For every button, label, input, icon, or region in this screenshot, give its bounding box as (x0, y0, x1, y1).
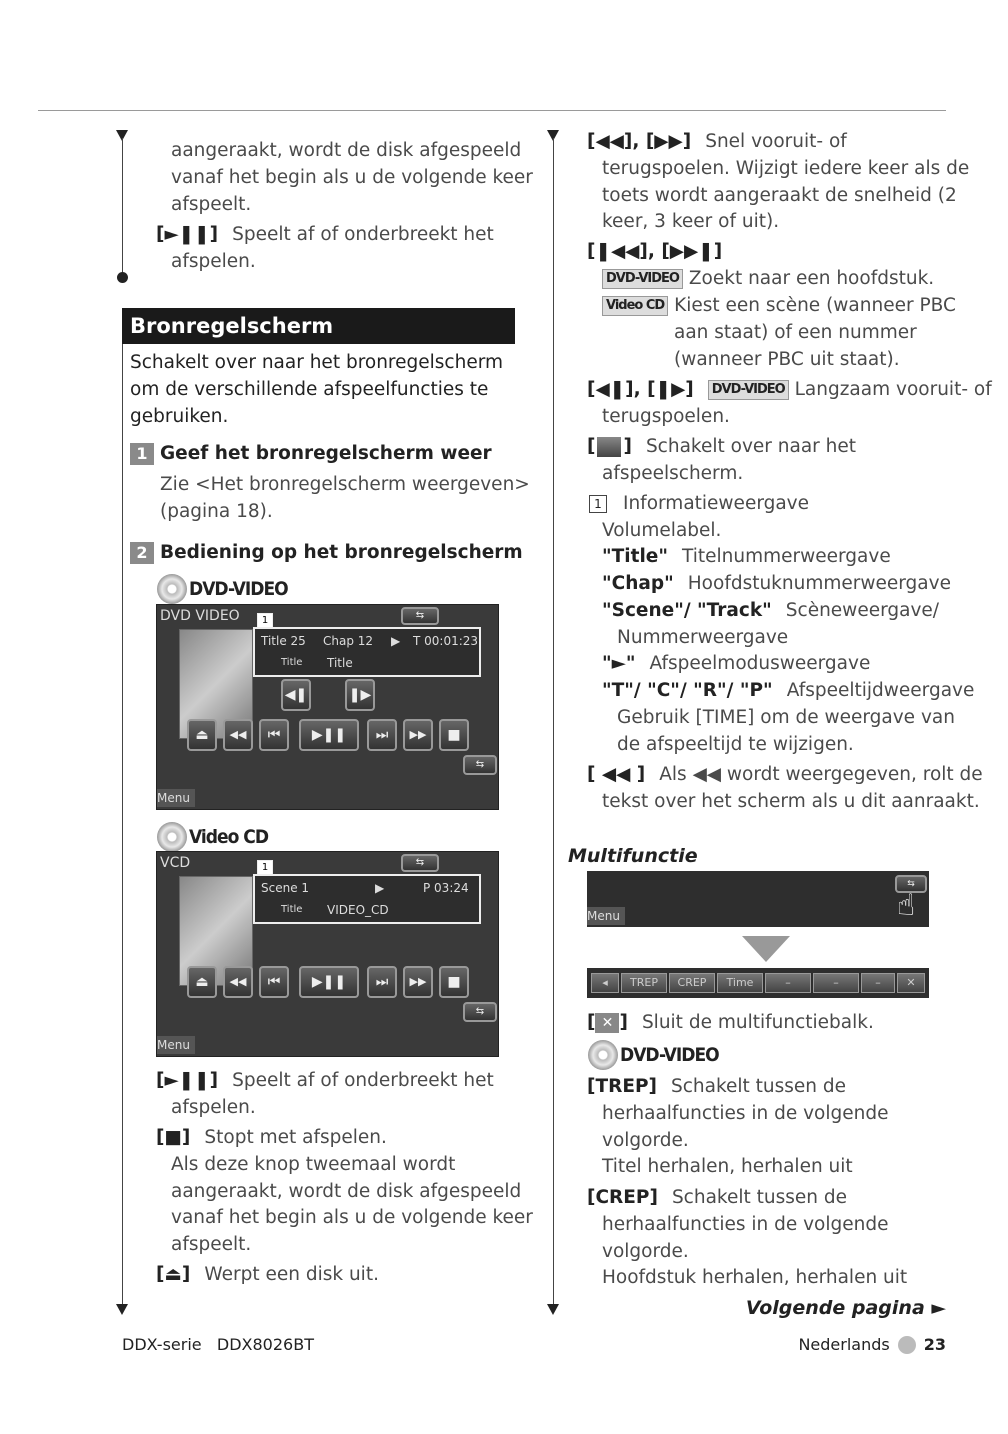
ff-line-1: terugspoelen. Wijzigt iedere keer als de (602, 158, 970, 179)
dvd-stop-button[interactable]: ■ (439, 719, 469, 751)
slow-key: [◀❚], [❚▶] (587, 379, 694, 400)
dvd-video-logo: DVD-VIDEO (157, 574, 288, 604)
cont-line-3: afspeelt. (171, 194, 252, 215)
vcd-info-box (253, 874, 481, 924)
dvd-slow-fwd-button[interactable]: ❚▶ (345, 679, 375, 711)
info-chap-k: "Chap" (602, 573, 674, 594)
dvd-multifunction-button[interactable]: ⇆ (463, 755, 497, 775)
vcd-play-mode: ▶ (375, 881, 385, 895)
dvd-rew-button[interactable]: ◀◀ (223, 719, 253, 751)
skip-vcd-line-2: aan staat) of een nummer (674, 322, 917, 343)
info-time-line-2: de afspeeltijd te wijzigen. (617, 734, 854, 755)
stop-line-3: vanaf het begin als u de volgende keer (171, 1207, 533, 1228)
skip-vcd-line-1: Kiest een scène (wanneer PBC (674, 295, 956, 316)
vcd-next-button[interactable]: ⏭ (367, 966, 397, 998)
vcd-scene: Scene 1 (261, 881, 310, 895)
footer-model: DDX8026BT (216, 1335, 314, 1354)
trep-desc: Schakelt tussen de (670, 1076, 847, 1097)
cont-line-2: vanaf het begin als u de volgende keer (171, 167, 533, 188)
close-desc: Sluit de multifunctiebalk. (641, 1012, 874, 1033)
skip-vcd-tag: Video CD (602, 296, 668, 316)
vcd-scene-toggle-button[interactable]: ⇆ (401, 854, 439, 872)
mf-crep-button[interactable]: CREP (669, 973, 715, 993)
scroll-key: [ ◀◀ ] (587, 764, 646, 785)
dvd-box-num: 1 (257, 613, 273, 629)
disc-icon (157, 574, 187, 604)
footer-series: DDX-serie (122, 1335, 202, 1354)
stop-line-4: afspeelt. (171, 1234, 252, 1255)
mf-trep-button[interactable]: TREP (621, 973, 667, 993)
vcd-prev-button[interactable]: ⏮ (259, 966, 289, 998)
close-x-icon: ✕ (595, 1013, 619, 1033)
scene-key-desc: Schakelt over naar het (645, 436, 857, 457)
mf-blank-button-2[interactable]: – (813, 973, 859, 993)
down-arrow-icon (742, 936, 790, 962)
multi-screen-top (587, 871, 929, 927)
info-scene-v: Scèneweergave/ (785, 600, 940, 621)
info-chap-v: Hoofdstuknummerweergave (687, 573, 951, 594)
vcd-label-key: Title (281, 904, 303, 915)
next-page-link[interactable]: Volgende pagina ► (745, 1297, 946, 1319)
dvd-slow-back-button[interactable]: ◀❚ (281, 679, 311, 711)
mf-time-button[interactable]: Time (717, 973, 763, 993)
play-desc-2: afspelen. (171, 251, 256, 272)
intro-2: om de verschillende afspeelfuncties te (130, 379, 489, 400)
ff-desc: Snel vooruit- of (705, 131, 847, 152)
info-num: 1 (589, 495, 607, 513)
dvd-label-val[interactable]: Title (327, 656, 353, 670)
dvd-menu-button[interactable]: Menu (157, 789, 195, 807)
info-title-v: Titelnummerweergave (681, 546, 891, 567)
item-play-desc: Speelt af of onderbreekt het (232, 1070, 494, 1091)
intro-3: gebruiken. (130, 406, 229, 427)
mf-blank-button-3[interactable]: – (861, 973, 895, 993)
dvd-next-button[interactable]: ⏭ (367, 719, 397, 751)
dvd-video-logo-2: DVD-VIDEO (588, 1040, 719, 1070)
step1-line-2: (pagina 18). (160, 501, 273, 522)
right-vline (553, 138, 554, 1308)
crep-desc: Schakelt tussen de (671, 1187, 847, 1208)
multi-open-button[interactable]: ⇆ (895, 875, 927, 893)
ff-line-2: toets wordt aangeraakt de snelheid (2 (602, 185, 957, 206)
vcd-eject-button[interactable]: ⏏ (187, 966, 217, 998)
vcd-stop-button[interactable]: ■ (439, 966, 469, 998)
vcd-ff-button[interactable]: ▶▶ (403, 966, 433, 998)
crep-line-1: herhaalfuncties in de volgende (602, 1214, 889, 1235)
continue-arrow-bottom-icon (116, 1304, 128, 1315)
ff-key: [◀◀], [▶▶] (587, 131, 692, 152)
section-title: Bronregelscherm (122, 308, 515, 344)
dvd-info-box (253, 627, 481, 677)
item-play-key: [►❚❚] (156, 1070, 219, 1091)
info-mode-k: "►" (602, 653, 636, 674)
scene-key-desc-2: afspeelscherm. (602, 463, 744, 484)
info-time-k: "T"/ "C"/ "R"/ "P" (602, 680, 773, 701)
page-dot-icon (898, 1336, 916, 1354)
dvd-source-label: DVD VIDEO (160, 608, 240, 624)
ff-line-3: keer, 3 keer of uit). (602, 211, 780, 232)
multi-menu-button[interactable]: Menu (587, 907, 625, 925)
trep-line-3: Titel herhalen, herhalen uit (602, 1156, 853, 1177)
end-dot-icon (117, 272, 128, 283)
vcd-label-val[interactable]: VIDEO_CD (327, 903, 389, 917)
slow-tag: DVD-VIDEO (708, 380, 789, 400)
vcd-screen (156, 851, 499, 1057)
skip-vcd-line-3: (wanneer PBC uit staat). (674, 349, 900, 370)
footer-page: 23 (923, 1335, 946, 1354)
dvd-scene-toggle-button[interactable]: ⇆ (401, 607, 439, 625)
dvd-eject-button[interactable]: ⏏ (187, 719, 217, 751)
step1-num: 1 (130, 443, 154, 465)
trep-line-2: volgorde. (602, 1130, 689, 1151)
mf-close-button[interactable]: ✕ (897, 973, 925, 993)
slow-desc: Langzaam vooruit- of (794, 379, 992, 400)
vcd-rew-button[interactable]: ◀◀ (223, 966, 253, 998)
disc-icon (588, 1040, 618, 1070)
vcd-multifunction-button[interactable]: ⇆ (463, 1002, 497, 1022)
dvd-ff-button[interactable]: ▶▶ (403, 719, 433, 751)
step1-title: Geef het bronregelscherm weer (160, 443, 492, 464)
dvd-prev-button[interactable]: ⏮ (259, 719, 289, 751)
dvd-label-key: Title (281, 657, 303, 668)
dvd-time: T 00:01:23 (413, 634, 479, 648)
info-time-v: Afspeeltijdweergave (786, 680, 975, 701)
item-stop-desc: Stopt met afspelen. (204, 1127, 387, 1148)
info-title: Informatieweergave (623, 493, 810, 514)
vcd-menu-button[interactable]: Menu (157, 1036, 195, 1054)
info-time-line-1: Gebruik [TIME] om de weergave van (617, 707, 955, 728)
info-nummer: Nummerweergave (617, 627, 789, 648)
dvd-play-mode: ▶ (391, 634, 401, 648)
info-volume: Volumelabel. (602, 520, 722, 541)
multi-function-bar (587, 968, 929, 998)
stop-line-1: Als deze knop tweemaal wordt (171, 1154, 456, 1175)
clapperboard-icon (597, 437, 621, 457)
dvd-title-no: Title 25 (261, 634, 306, 648)
vcd-time: P 03:24 (423, 881, 469, 895)
slow-desc-2: terugspoelen. (602, 406, 730, 427)
trep-key: [TREP] (587, 1076, 657, 1097)
vcd-play-pause-button[interactable]: ▶❚❚ (299, 966, 359, 998)
left-vline-main (122, 344, 123, 1308)
footer-language: Nederlands (798, 1335, 890, 1354)
item-eject-desc: Werpt een disk uit. (204, 1264, 379, 1285)
step2-num: 2 (130, 542, 154, 564)
cont-line-1: aangeraakt, wordt de disk afgespeeld (171, 140, 522, 161)
play-key: [►❚❚] (156, 224, 219, 245)
crep-line-2: volgorde. (602, 1241, 689, 1262)
info-scene-k: "Scene"/ "Track" (602, 600, 772, 621)
dvd-screen (156, 604, 499, 810)
item-stop-key: [■] (156, 1127, 191, 1148)
top-rule (38, 110, 946, 111)
left-vline-top (122, 138, 123, 274)
stop-line-2: aangeraakt, wordt de disk afgespeeld (171, 1181, 522, 1202)
mf-back-button[interactable]: ◂ (591, 973, 619, 993)
scroll-desc-2: tekst over het scherm als u dit aanraakt. (602, 791, 980, 812)
step2-title: Bediening op het bronregelscherm (160, 542, 523, 563)
scroll-desc: Als ◀◀ wordt weergegeven, rolt de (659, 764, 983, 785)
dvd-chap: Chap 12 (323, 634, 374, 648)
trep-line-1: herhaalfuncties in de volgende (602, 1103, 889, 1124)
dvd-play-pause-button[interactable]: ▶❚❚ (299, 719, 359, 751)
vcd-box-num: 1 (257, 860, 273, 876)
hand-pointer-icon: ☝ (897, 888, 916, 923)
intro-1: Schakelt over naar het bronregelscherm (130, 352, 503, 373)
step1-line-1: Zie <Het bronregelscherm weergeven> (160, 474, 530, 495)
item-play-desc-2: afspelen. (171, 1097, 256, 1118)
disc-icon (157, 822, 187, 852)
crep-line-3: Hoofdstuk herhalen, herhalen uit (602, 1267, 908, 1288)
crep-key: [CREP] (587, 1187, 658, 1208)
info-title-k: "Title" (602, 546, 668, 567)
skip-dvd-desc: Zoekt naar een hoofdstuk. (688, 268, 935, 289)
skip-key: [❚◀◀], [▶▶❚] (587, 241, 723, 262)
video-cd-logo: Video CD (157, 822, 268, 852)
info-mode-v: Afspeelmodusweergave (649, 653, 871, 674)
mf-blank-button-1[interactable]: – (765, 973, 811, 993)
skip-dvd-tag: DVD-VIDEO (602, 269, 683, 289)
multi-title: Multifunctie (568, 845, 698, 867)
right-arrow-bottom-icon (547, 1304, 559, 1315)
item-eject-key: [⏏] (156, 1264, 191, 1285)
vcd-source-label: VCD (160, 855, 191, 871)
play-desc: Speelt af of onderbreekt het (232, 224, 494, 245)
